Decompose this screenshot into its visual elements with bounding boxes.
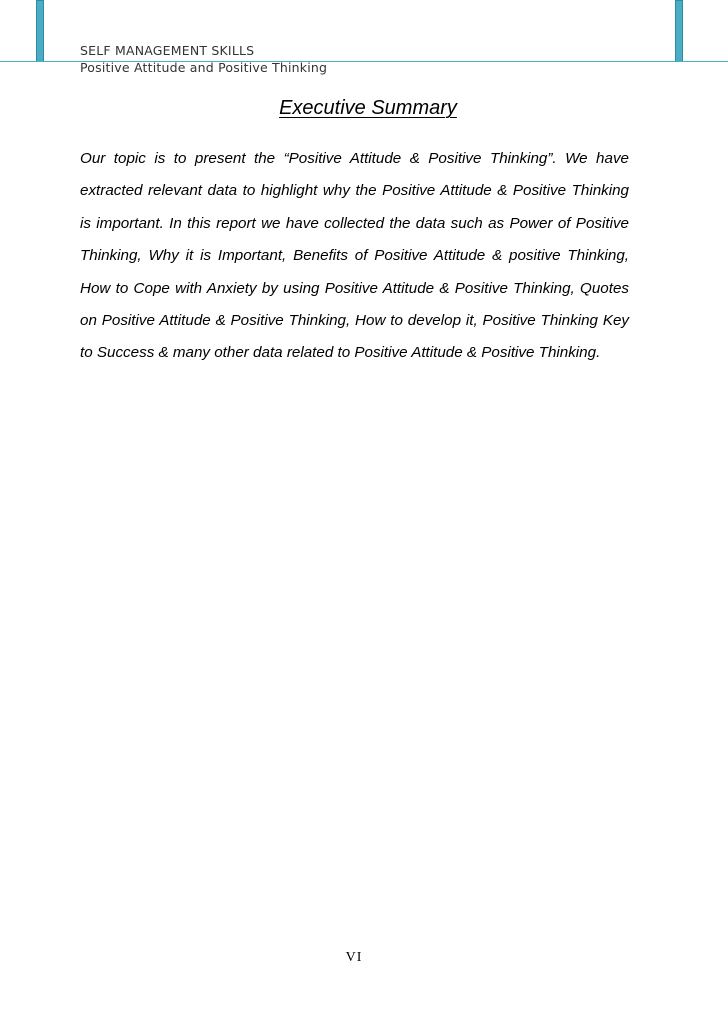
header-line-1: SELF MANAGEMENT SKILLS [80, 43, 255, 58]
header-line-2: Positive Attitude and Positive Thinking [80, 60, 328, 75]
header-accent-bar-right [675, 0, 683, 62]
page-title [0, 97, 728, 120]
header-accent-bar-left [36, 0, 44, 62]
page-number: VI [345, 950, 363, 965]
running-header [80, 42, 327, 76]
summary-paragraph: Our topic is to present the “Positive Attitude & Positive Thinking”. We have extracted relevant data to highlight why the Positive Attitude & Positive Thinking is important. In this report we have collected the data such as Power of Positive Thinking, Why it is Important, Benefits of Positive Attitude & positive Thinking, How to Cope with Anxiety by using Positive Attitude & Positive Thinking, Quotes on Positive Attitude & Positive Thinking, How to develop it, Positive Thinking Key to Success & many other data related to Positive Attitude & Positive Thinking. [80, 150, 629, 362]
page-title-text: Executive Summary [279, 97, 457, 119]
